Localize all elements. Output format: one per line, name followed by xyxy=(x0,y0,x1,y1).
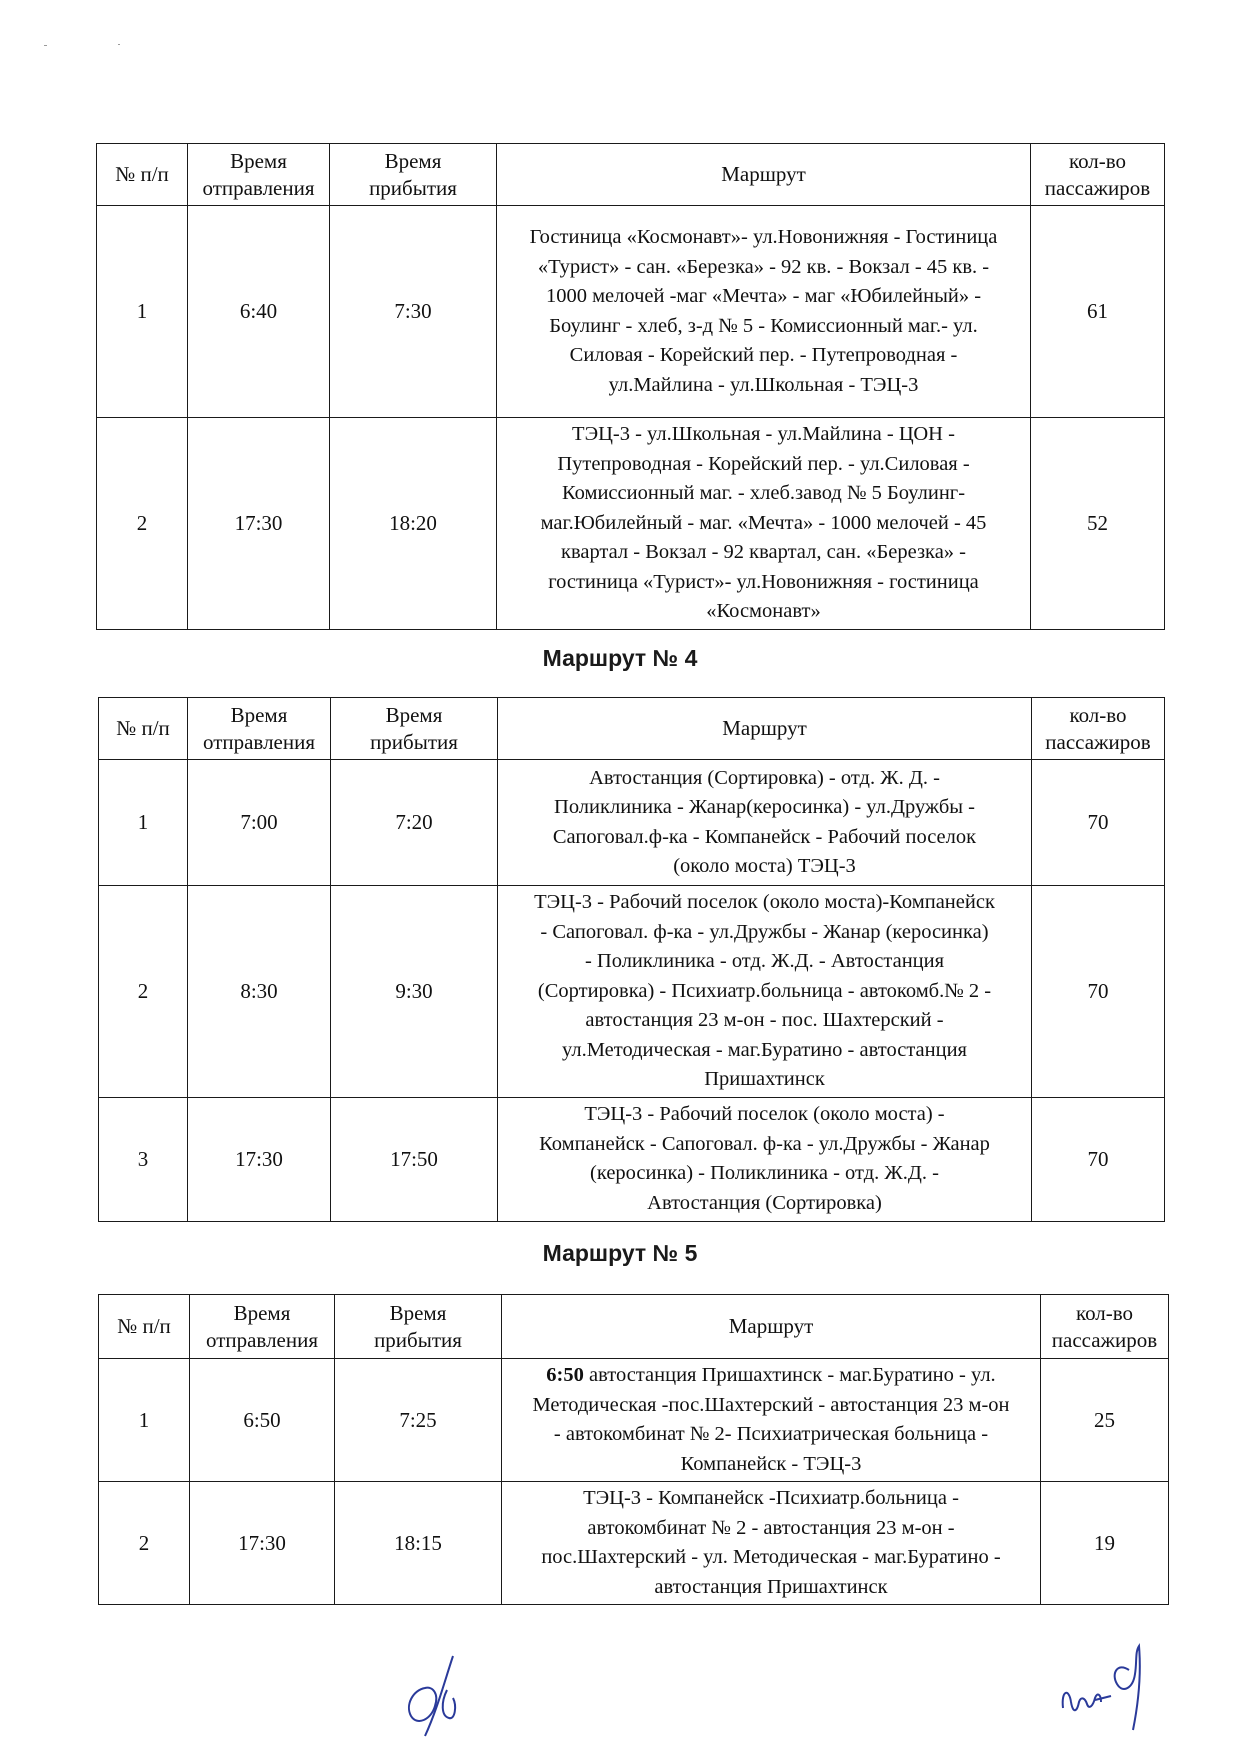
header-passengers: кол-во пассажиров xyxy=(1041,1295,1169,1359)
depart-time: 17:30 xyxy=(188,1097,331,1221)
header-depart: Время отправления xyxy=(190,1295,335,1359)
header-route: Маршрут xyxy=(497,144,1031,206)
header-passengers: кол-во пассажиров xyxy=(1031,144,1165,206)
row-num: 1 xyxy=(97,206,188,418)
passenger-count: 70 xyxy=(1032,1097,1165,1221)
signature-left xyxy=(395,1650,475,1740)
table-row xyxy=(99,1359,1169,1482)
route-description: ТЭЦ-3 - Компанейск -Психиатр.больница - автокомбинат № 2 - автостанция 23 м-он - пос.Шахтерский - ул. Методическая - маг.Буратино - автостанция Пришахтинск xyxy=(502,1482,1041,1605)
arrive-time: 7:25 xyxy=(335,1359,502,1482)
table-row xyxy=(97,418,1165,630)
row-num: 2 xyxy=(99,1482,190,1605)
arrive-time: 9:30 xyxy=(331,886,498,1098)
row-num: 1 xyxy=(99,760,188,886)
section-heading-route-5: Маршрут № 5 xyxy=(542,1240,698,1266)
scan-artifact xyxy=(118,44,120,45)
passenger-count: 70 xyxy=(1032,760,1165,886)
route-description: ТЭЦ-3 - ул.Школьная - ул.Майлина - ЦОН - Путепроводная - Корейский пер. - ул.Силовая - Комиссионный маг. - хлеб.завод № 5 Боулинг- маг.Юбилейный - маг. «Мечта» - 1000 мелочей - 45 квартал - Вокзал - 92 квартал, сан. «Березка» - гостиница «Турист»- ул.Новонижняя - гостиница «Космонавт» xyxy=(497,418,1031,630)
route-description: 6:50 автостанция Пришахтинск - маг.Буратино - ул. Методическая -пос.Шахтерский - автостанция 23 м-он - автокомбинат № 2- Психиатрическая больница - Компанейск - ТЭЦ-3 xyxy=(502,1359,1041,1482)
arrive-time: 7:30 xyxy=(330,206,497,418)
arrive-time: 18:15 xyxy=(335,1482,502,1605)
header-arrive: Время прибытия xyxy=(330,144,497,206)
passenger-count: 70 xyxy=(1032,886,1165,1098)
route-description: ТЭЦ-3 - Рабочий поселок (около моста) - Компанейск - Сапоговал. ф-ка - ул.Дружбы - Жанар (керосинка) - Поликлиника - отд. Ж.Д. - Автостанция (Сортировка) xyxy=(498,1097,1032,1221)
header-arrive: Время прибытия xyxy=(331,698,498,760)
passenger-count: 19 xyxy=(1041,1482,1169,1605)
arrive-time: 7:20 xyxy=(331,760,498,886)
header-depart: Время отправления xyxy=(188,144,330,206)
route-table-5 xyxy=(98,1294,1169,1605)
route-table-1 xyxy=(96,143,1165,630)
row-num: 2 xyxy=(97,418,188,630)
signature-right xyxy=(1055,1640,1165,1735)
table-header-row xyxy=(99,1295,1169,1359)
passenger-count: 52 xyxy=(1031,418,1165,630)
passenger-count: 25 xyxy=(1041,1359,1169,1482)
depart-time: 17:30 xyxy=(190,1482,335,1605)
route-description: Гостиница «Космонавт»- ул.Новонижняя - Гостиница «Турист» - сан. «Березка» - 92 кв. - Вокзал - 45 кв. - 1000 мелочей -маг «Мечта» - маг «Юбилейный» - Боулинг - хлеб, з-д № 5 - Комиссионный маг.- ул. Силовая - Корейский пер. - Путепроводная - ул.Майлина - ул.Школьная - ТЭЦ-3 xyxy=(497,206,1031,418)
row-num: 2 xyxy=(99,886,188,1098)
section-heading-route-4: Маршрут № 4 xyxy=(542,645,698,671)
depart-time: 6:50 xyxy=(190,1359,335,1482)
header-passengers: кол-во пассажиров xyxy=(1032,698,1165,760)
header-depart: Время отправления xyxy=(188,698,331,760)
route-description: ТЭЦ-3 - Рабочий поселок (около моста)-Компанейск - Сапоговал. ф-ка - ул.Дружбы - Жанар (керосинка) - Поликлиника - отд. Ж.Д. - Автостанция (Сортировка) - Психиатр.больница - автокомб.№ 2 - автостанция 23 м-он - пос. Шахтерский - ул.Методическая - маг.Буратино - автостанция Пришахтинск xyxy=(498,886,1032,1098)
table-row xyxy=(99,1097,1165,1221)
route-description: Автостанция (Сортировка) - отд. Ж. Д. - Поликлиника - Жанар(керосинка) - ул.Дружбы - Сапоговал.ф-ка - Компанейск - Рабочий поселок (около моста) ТЭЦ-3 xyxy=(498,760,1032,886)
passenger-count: 61 xyxy=(1031,206,1165,418)
table-header-row xyxy=(99,698,1165,760)
table-row xyxy=(99,1482,1169,1605)
row-num: 1 xyxy=(99,1359,190,1482)
header-num: № п/п xyxy=(99,698,188,760)
route-table-4 xyxy=(98,697,1165,1222)
depart-time: 7:00 xyxy=(188,760,331,886)
scan-artifact xyxy=(44,45,47,46)
header-num: № п/п xyxy=(97,144,188,206)
table-header-row xyxy=(97,144,1165,206)
header-num: № п/п xyxy=(99,1295,190,1359)
arrive-time: 17:50 xyxy=(331,1097,498,1221)
row-num: 3 xyxy=(99,1097,188,1221)
header-arrive: Время прибытия xyxy=(335,1295,502,1359)
table-row xyxy=(99,886,1165,1098)
depart-time: 8:30 xyxy=(188,886,331,1098)
depart-time: 17:30 xyxy=(188,418,330,630)
table-row xyxy=(99,760,1165,886)
header-route: Маршрут xyxy=(498,698,1032,760)
arrive-time: 18:20 xyxy=(330,418,497,630)
depart-time: 6:40 xyxy=(188,206,330,418)
header-route: Маршрут xyxy=(502,1295,1041,1359)
table-row xyxy=(97,206,1165,418)
route-bold-time: 6:50 xyxy=(546,1364,584,1386)
